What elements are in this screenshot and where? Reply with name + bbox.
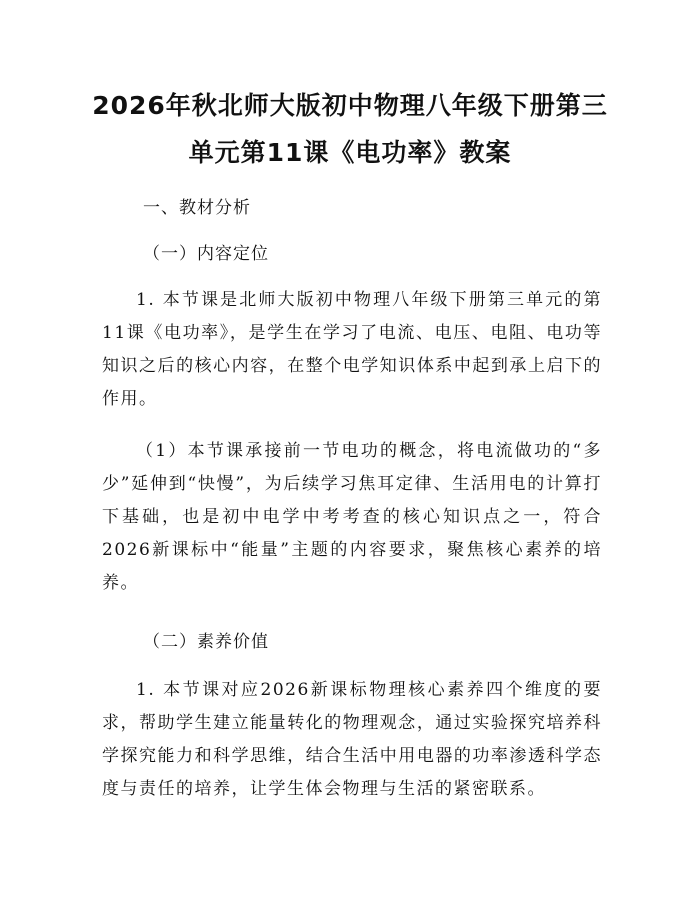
- paragraph-content-positioning-1: 1. 本节课是北师大版初中物理八年级下册第三单元的第11课《电功率》，是学生在学习了电流、电压、电阻、电功等知识之后的核心内容，在整个电学知识体系中起到承上启下的作用。: [102, 290, 602, 409]
- paragraph-content-positioning-2: （1）本节课承接前一节电功的概念，将电流做功的“多少”延伸到“快慢”，为后续学习焦耳定律、生活用电的计算打下基础，也是初中电学中考考查的核心知识点之一，符合2026新课标中“能量”主题的内容要求，聚焦核心素养的培养。: [102, 441, 602, 593]
- paragraph-literacy-value-1: 1. 本节课对应2026新课标物理核心素养四个维度的要求，帮助学生建立能量转化的物理观念，通过实验探究培养科学探究能力和科学思维，结合生活中用电器的功率渗透科学态度与责任的培养，让学生体会物理与生活的紧密联系。: [102, 680, 602, 799]
- document-title-line-2: 单元第11课《电功率》教案: [188, 138, 512, 167]
- document-title-line-1: 2026年秋北师大版初中物理八年级下册第三: [92, 91, 608, 120]
- section-heading-textbook-analysis: 一、教材分析: [143, 198, 251, 218]
- subsection-heading-content-positioning: （一）内容定位: [143, 244, 269, 264]
- subsection-heading-literacy-value: （二）素养价值: [143, 632, 269, 652]
